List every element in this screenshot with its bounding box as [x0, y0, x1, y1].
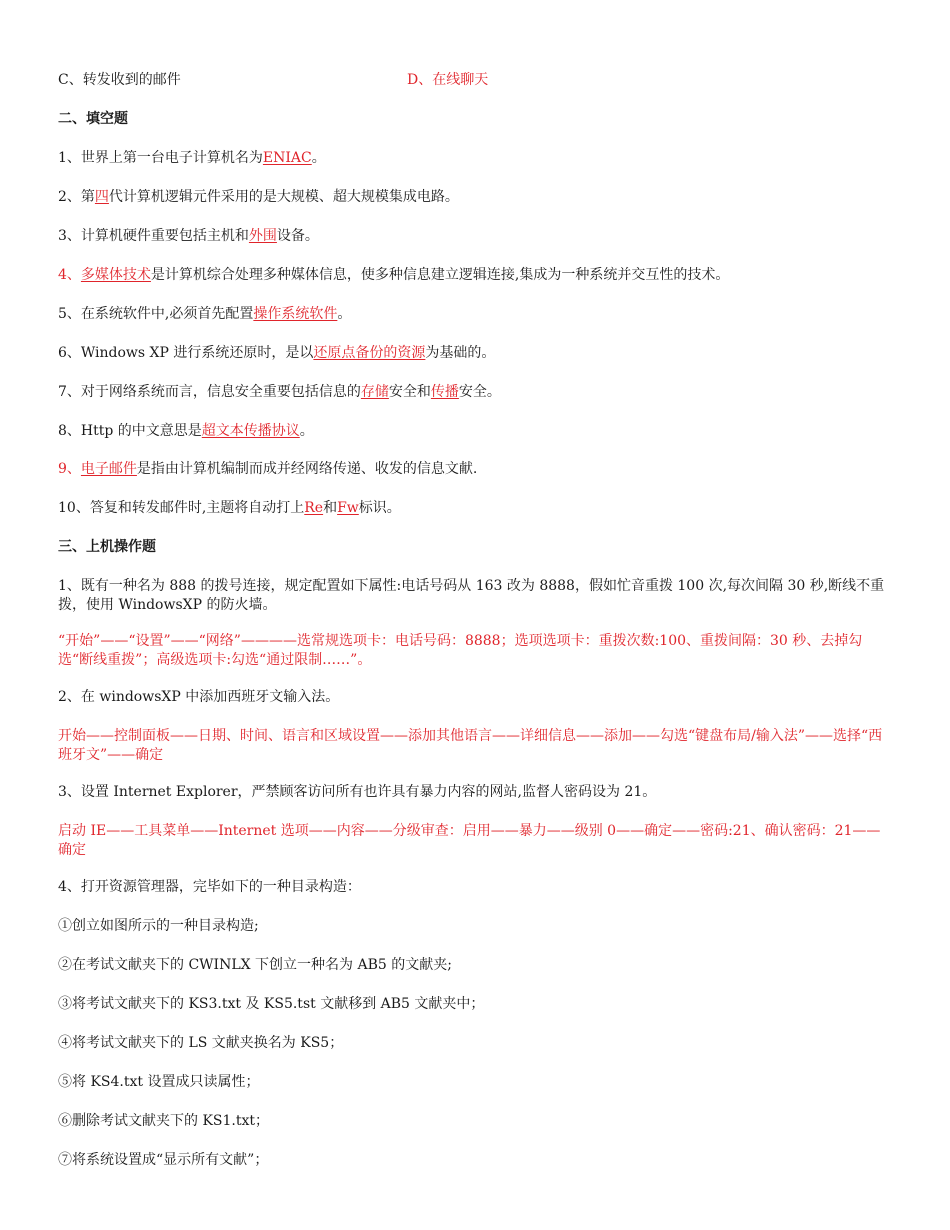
answer-8: 超文本传播协议 [201, 423, 300, 439]
operation-answer-1: “开始”——“设置”——“网络”————选常规选项卡：电话号码：8888；选项选项卡：重拨次数:100、重拨间隔：30 秒、去掉勾选“断线重拨”；高级选项卡:勾选“通过限制……”。 [58, 633, 863, 668]
step-3: ③将考试文献夹下的 KS3.txt 及 KS5.tst 文献移到 AB5 文献夹中； [58, 996, 485, 1012]
answer-5: 操作系统软件 [253, 306, 338, 322]
question-6: 6、Windows XP 进行系统还原时，是以还原点备份的资源为基础的。 [58, 345, 496, 361]
section-heading-operations: 三、上机操作题 [58, 539, 156, 555]
section-heading-fill-blank: 二、填空题 [58, 111, 128, 127]
answer-3: 外围 [248, 228, 277, 244]
question-2: 2、第四代计算机逻辑元件采用的是大规模、超大规模集成电路。 [58, 189, 459, 205]
step-7: ⑦将系统设置成“显示所有文献”； [58, 1152, 269, 1168]
operation-question-4: 4、打开资源管理器，完毕如下的一种目录构造： [58, 879, 361, 895]
step-2: ②在考试文献夹下的 CWINLX 下创立一种名为 AB5 的文献夹; [58, 957, 452, 973]
question-9: 9、电子邮件是指由计算机编制而成并经网络传递、收发的信息文献. [58, 461, 478, 477]
question-7: 7、对于网络系统而言，信息安全重要包括信息的存储安全和传播安全。 [58, 384, 501, 400]
question-5: 5、在系统软件中,必须首先配置操作系统软件。 [58, 306, 352, 322]
answer-7a: 存储 [360, 384, 389, 400]
question-3: 3、计算机硬件重要包括主机和外围设备。 [58, 228, 319, 244]
answer-10a: Re [304, 500, 324, 516]
answer-9: 电子邮件 [80, 461, 137, 477]
question-8: 8、Http 的中文意思是超文本传播协议。 [58, 423, 314, 439]
step-1: ①创立如图所示的一种目录构造; [58, 918, 259, 934]
answer-7b: 传播 [430, 384, 459, 400]
answer-4: 多媒体技术 [80, 267, 151, 283]
question-10: 10、答复和转发邮件时,主题将自动打上Re和Fw标识。 [58, 500, 401, 516]
question-4: 4、多媒体技术是计算机综合处理多种媒体信息，使多种信息建立逻辑连接,集成为一种系统并交互性的技术。 [58, 267, 730, 283]
answer-2: 四 [94, 189, 109, 205]
operation-answer-2: 开始——控制面板——日期、时间、语言和区域设置——添加其他语言——详细信息——添加——勾选“键盘布局/输入法”——选择“西班牙文”——确定 [58, 728, 883, 763]
option-row [58, 71, 888, 90]
operation-answer-3: 启动 IE——工具菜单——Internet 选项——内容——分级审查：启用——暴力——级别 0——确定——密码:21、确认密码：21——确定 [58, 823, 881, 858]
option-d-answer: D、在线聊天 [407, 72, 489, 88]
operation-question-2: 2、在 windowsXP 中添加西班牙文输入法。 [58, 689, 340, 705]
step-4: ④将考试文献夹下的 LS 文献夹换名为 KS5； [58, 1035, 344, 1051]
option-c: C、转发收到的邮件 [58, 72, 181, 88]
question-1: 1、世界上第一台电子计算机名为ENIAC。 [58, 150, 326, 166]
answer-1: ENIAC [262, 150, 312, 166]
step-5: ⑤将 KS4.txt 设置成只读属性； [58, 1074, 260, 1090]
answer-6: 还原点备份的资源 [313, 345, 426, 361]
operation-question-1: 1、既有一种名为 888 的拨号连接，规定配置如下属性:电话号码从 163 改为 8888，假如忙音重拨 100 次,每次间隔 30 秒,断线不重拨，使用 WindowsXP 的防火墙。 [58, 578, 885, 613]
step-6: ⑥删除考试文献夹下的 KS1.txt； [58, 1113, 270, 1129]
operation-question-3: 3、设置 Internet Explorer，严禁顾客访问所有也许具有暴力内容的网站,监督人密码设为 21。 [58, 784, 657, 800]
answer-10b: Fw [337, 500, 359, 516]
